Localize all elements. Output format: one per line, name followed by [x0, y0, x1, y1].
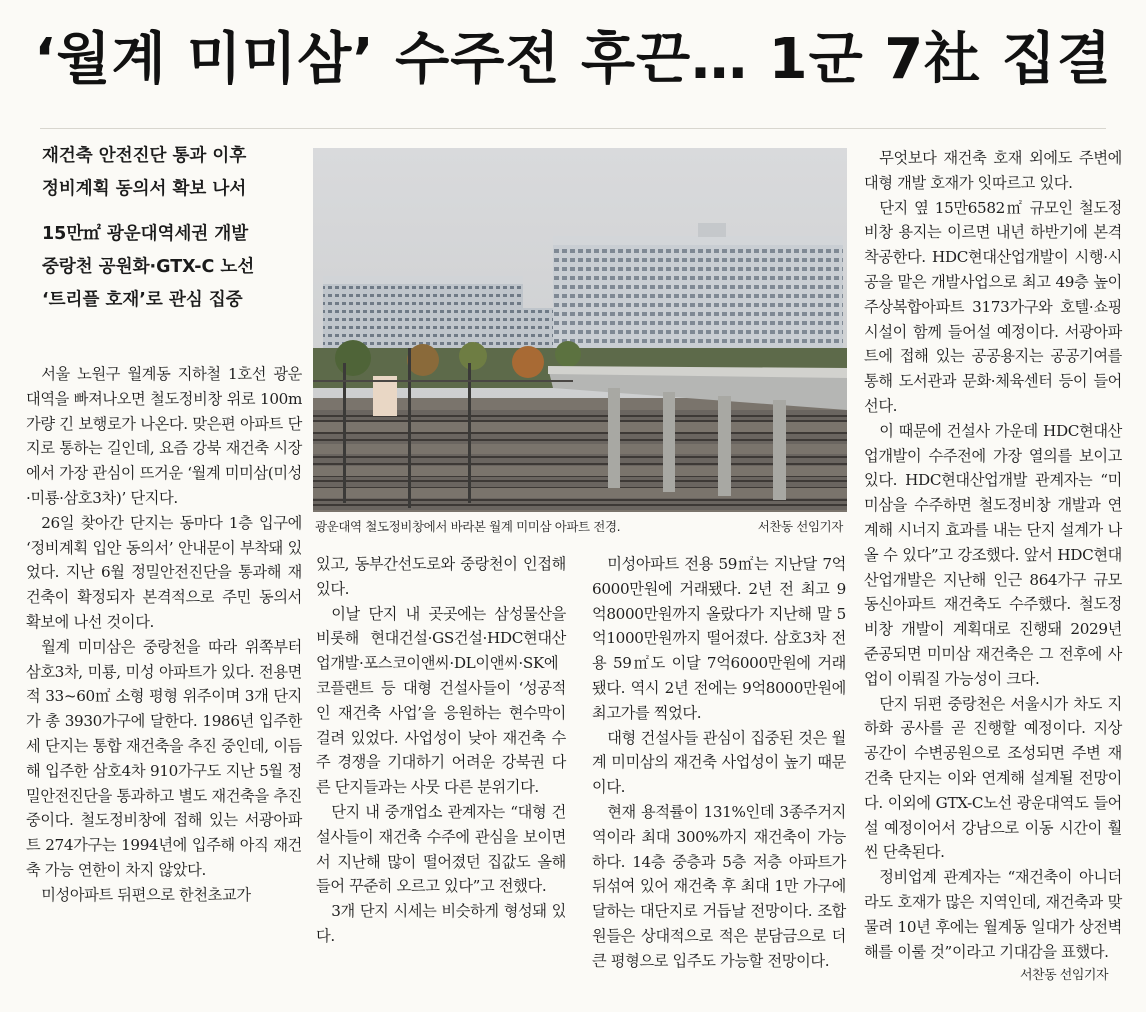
caption-text: 광운대역 철도정비창에서 바라본 월계 미미삼 아파트 전경. — [315, 519, 621, 534]
subheads — [42, 140, 304, 317]
subhead-line: 정비계획 동의서 확보 나서 — [42, 179, 247, 199]
photo-credit: 서찬동 선임기자 — [757, 519, 843, 534]
paragraph: 3개 단지 시세는 비슷하게 형성돼 있다. — [316, 902, 566, 945]
subhead-line: 중랑천 공원화·GTX-C 노선 — [42, 257, 255, 277]
paragraph: 서울 노원구 월계동 지하철 1호선 광운대역을 빠져나오면 철도정비창 위로 100m가량 긴 보행로가 나온다. 맞은편 아파트 단지로 통하는 길인데, 요즘 강북 재건축 시장에서 가장 관심이 뜨거운 ‘월계 미미삼(미성·미룡·삼호3차)’ 단지다. — [26, 365, 302, 507]
subhead-line: ‘트리플 호재’로 관심 집중 — [42, 290, 243, 310]
paragraph: 정비업계 관계자는 “재건축이 아니더라도 호재가 많은 지역인데, 재건축과 맞물려 10년 후에는 월계동 일대가 상전벽해를 이룰 것”이라고 기대감을 표했다. — [864, 868, 1122, 961]
subhead-line: 재건축 안전진단 통과 이후 — [42, 146, 247, 166]
paragraph: 단지 옆 15만6582㎡ 규모인 철도정비창 용지는 이르면 내년 하반기에 본격 착공한다. HDC현대산업개발이 시행·시공을 맡은 개발사업으로 최고 49층 높이 주상복합아파트 3173가구와 호텔·쇼핑시설이 함께 들어설 예정이다. 서광아파트에 접해 있는 공공용지는 공공기여를 통해 도서관과 문화·체육센터 등이 들어선다. — [864, 198, 1122, 415]
body-column-1 — [26, 362, 302, 908]
headline: ‘월계 미미삼’ 수주전 후끈… 1군 7社 집결 — [34, 27, 1112, 92]
body-column-3 — [592, 552, 846, 974]
apartment-complex-photo — [313, 148, 847, 512]
paragraph: 월계 미미삼은 중랑천을 따라 위쪽부터 삼호3차, 미룡, 미성 아파트가 있다. 전용면적 33~60㎡ 소형 평형 위주이며 3개 단지가 총 3930가구에 달한다. 1986년 입주한 세 단지는 통합 재건축을 추진 중인데, 이듬해 입주한 삼호4차 910가구도 지난 5월 정밀안전진단을 통과하고 별도 재건축을 추진 중이다. 철도정비창에 접해 있는 서광아파트 274가구는 1994년에 입주해 아직 재건축 가능 연한이 차지 않았다. — [26, 637, 302, 879]
paragraph: 있고, 동부간선도로와 중랑천이 인접해 있다. — [316, 555, 566, 598]
photo-caption — [313, 516, 847, 538]
paragraph: 이 때문에 건설사 가운데 HDC현대산업개발이 수주전에 가장 열의를 보이고 있다. HDC현대산업개발 관계자는 “미미삼을 수주하면 철도정비창 개발과 연계해 시너지 효과를 내는 단지 설계가 나올 수 있다”고 강조했다. 앞서 HDC현대산업개발은 지난해 인근 864가구 규모 동신아파트 재건축도 수주했다. 철도정비창 개발이 계획대로 진행돼 2029년 준공되면 미미삼 재건축은 그 전후에 사업이 이뤄질 가능성이 크다. — [864, 421, 1122, 688]
article-photo — [313, 148, 847, 512]
headline-divider — [40, 128, 1106, 129]
paragraph: 이날 단지 내 곳곳에는 삼성물산을 비롯해 현대건설·GS건설·HDC현대산업개발·포스코이앤씨·DL이앤씨·SK에코플랜트 등 대형 건설사들이 ‘성공적인 재건축 사업’을 응원하는 현수막이 걸려 있었다. 사업성이 낮아 재건축 수주 경쟁을 기대하기 어려운 강북권 다른 단지들과는 사뭇 다른 분위기다. — [316, 604, 566, 797]
paragraph: 대형 건설사들 관심이 집중된 것은 월계 미미삼의 재건축 사업성이 높기 때문이다. — [592, 728, 846, 797]
article-byline: 서찬동 선임기자 — [1020, 968, 1109, 983]
body-column-4 — [864, 146, 1122, 964]
paragraph: 미성아파트 전용 59㎡는 지난달 7억6000만원에 거래됐다. 2년 전 최고 9억8000만원까지 올랐다가 지난해 말 5억1000만원까지 떨어졌다. 삼호3차 전용 59㎡도 이달 7억6000만원에 거래됐다. 역시 2년 전에는 9억8000만원에 최고가를 찍었다. — [592, 555, 846, 722]
paragraph: 26일 찾아간 단지는 동마다 1층 입구에 ‘정비계획 입안 동의서’ 안내문이 부착돼 있었다. 지난 6월 정밀안전진단을 통과해 재건축이 확정되자 본격적으로 주민 동의서 확보에 나선 것이다. — [26, 513, 302, 631]
subhead-line: 15만㎡ 광운대역세권 개발 — [42, 224, 249, 244]
paragraph: 무엇보다 재건축 호재 외에도 주변에 대형 개발 호재가 잇따르고 있다. — [864, 149, 1122, 192]
paragraph: 단지 뒤편 중랑천은 서울시가 차도 지하화 공사를 곧 진행할 예정이다. 지상 공간이 수변공원으로 조성되면 주변 재건축 단지는 이와 연계해 설계될 전망이다. 이외에 GTX-C노선 광운대역도 들어설 예정이어서 강남으로 이동 시간이 훨씬 단축된다. — [864, 694, 1122, 862]
body-column-2 — [316, 552, 566, 949]
paragraph: 현재 용적률이 131%인데 3종주거지역이라 최대 300%까지 재건축이 가능하다. 14층 중층과 5층 저층 아파트가 뒤섞여 있어 재건축 후 최대 1만 가구에 달하는 대단지로 거듭날 전망이다. 조합원들은 상대적으로 적은 분담금으로 더 큰 평형으로 입주도 가능할 전망이다. — [592, 802, 846, 970]
paragraph: 단지 내 중개업소 관계자는 “대형 건설사들이 재건축 수주에 관심을 보이면서 지난해 많이 떨어졌던 집값도 올해 들어 꾸준히 오르고 있다”고 전했다. — [316, 802, 566, 896]
paragraph: 미성아파트 뒤편으로 한천초교가 — [41, 885, 251, 904]
